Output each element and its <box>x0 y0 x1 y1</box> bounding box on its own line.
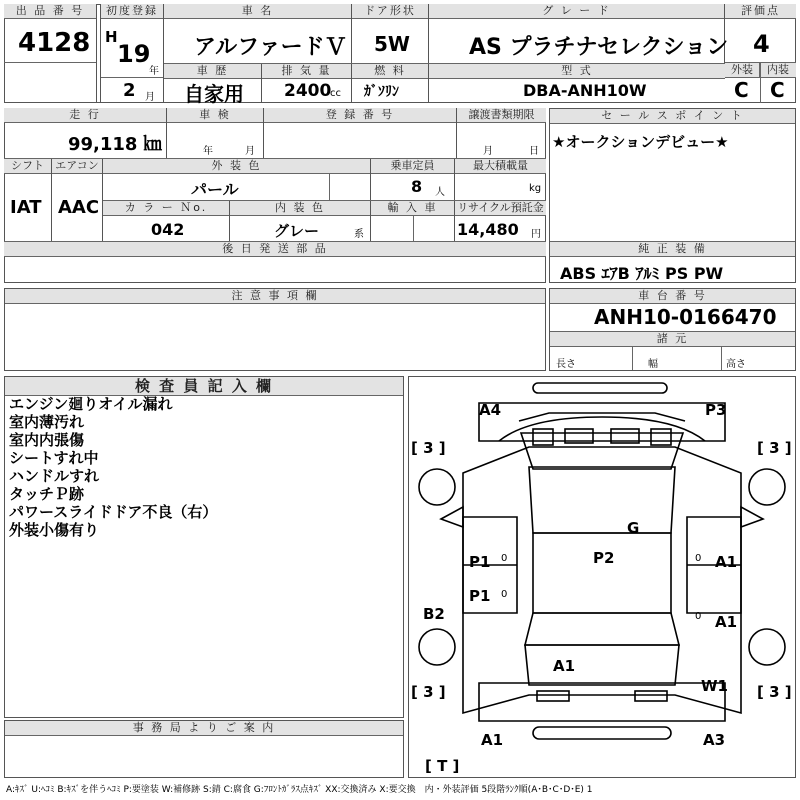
sales-point-header: セ ー ル ス ポ イ ン ト <box>550 109 795 124</box>
rear-window-shape <box>525 613 679 645</box>
rear-bumper-shape <box>533 727 671 739</box>
color-no-cell <box>103 201 230 241</box>
chassis-value: ANH10-0166470 <box>594 305 777 329</box>
tailgate-shape <box>525 645 679 685</box>
aircon-value: AAC <box>58 197 100 218</box>
caution-box <box>4 288 546 371</box>
int-color-value: グレー <box>274 222 320 240</box>
wheel-front-right-shape <box>749 469 785 505</box>
tire-front-right: [ 3 ] <box>757 439 792 457</box>
color-no-header: カ ラ ー Ｎo. <box>103 201 229 216</box>
mark-a4: A4 <box>479 401 502 419</box>
exterior-header: 外装 <box>725 63 760 78</box>
length-label: 長さ <box>556 359 576 370</box>
recycle-cell <box>455 201 546 241</box>
genuine-header: 純 正 装 備 <box>550 242 795 257</box>
office-box <box>4 720 404 778</box>
width-label: 幅 <box>648 359 658 370</box>
car-name-cell <box>164 4 352 64</box>
year-unit: 年 <box>149 66 159 77</box>
mark-p1-lower: P1 <box>469 587 491 605</box>
mark-a1-bottom-left: A1 <box>481 731 504 749</box>
mark-zero-2: 0 <box>501 589 508 600</box>
inspector-note: パワースライドドア不良（右） <box>9 503 218 521</box>
car-diagram-box <box>408 376 796 778</box>
mark-g: G <box>627 519 640 537</box>
car-diagram <box>409 377 795 777</box>
import-cell <box>371 201 455 241</box>
inspection-cell <box>167 108 264 158</box>
history-cell <box>164 64 262 106</box>
mileage-cell <box>4 108 167 158</box>
mark-p2: P2 <box>593 549 615 567</box>
capacity-header: 乗車定員 <box>371 159 454 174</box>
capacity-unit: 人 <box>435 187 445 198</box>
displacement-cell <box>262 64 352 103</box>
inspector-note: 室内薄汚れ <box>9 413 85 431</box>
tire-front-left: [ 3 ] <box>411 439 446 457</box>
month-unit: 月 <box>145 92 155 103</box>
recycle-unit: 円 <box>531 229 541 240</box>
roof-shape <box>533 533 671 613</box>
mark-w1: W1 <box>701 677 728 695</box>
year-value: 19 <box>117 40 151 68</box>
inspector-note: エンジン廻りオイル漏れ <box>9 395 173 413</box>
inspector-box <box>4 376 404 718</box>
inspector-note: ハンドルすれ <box>9 467 100 485</box>
lot-no-cell <box>4 4 97 103</box>
int-color-header: 内 装 色 <box>230 201 370 216</box>
int-color-suffix: 系 <box>354 229 364 240</box>
shift-header: シフト <box>4 159 51 174</box>
ext-color-value: パール <box>191 180 239 199</box>
score-cell <box>725 4 796 103</box>
model-cell <box>429 64 725 103</box>
inspection-year: 年 <box>203 146 213 157</box>
fuel-value: ｶﾞｿﾘﾝ <box>364 84 399 100</box>
history-header: 車 歴 <box>164 64 261 79</box>
first-reg-cell <box>100 4 164 103</box>
grade-value: AS プラチナセレクション <box>469 35 729 60</box>
displacement-value: 2400 <box>284 81 332 101</box>
aircon-cell <box>52 159 103 241</box>
mark-a1-right-lower: A1 <box>715 613 738 631</box>
max-load-header: 最大積載量 <box>455 159 546 174</box>
wheel-rear-right-shape <box>749 629 785 665</box>
wheel-front-left-shape <box>419 469 455 505</box>
reg-no-header: 登 録 番 号 <box>264 108 456 123</box>
sales-point-box <box>549 108 796 283</box>
grade-header: グ レ ー ド <box>429 4 724 19</box>
later-parts-header: 後 日 発 送 部 品 <box>4 242 546 257</box>
mark-b2: B2 <box>423 605 445 623</box>
roof-front-shape <box>529 467 675 533</box>
exterior-grade: C <box>734 78 749 102</box>
transfer-day: 日 <box>529 146 539 157</box>
lot-no-value: 4128 <box>18 28 91 58</box>
shift-value: IAT <box>10 197 42 218</box>
car-name-value: アルファードＶ <box>194 35 347 60</box>
transfer-month: 月 <box>483 146 493 157</box>
int-color-cell <box>230 201 371 241</box>
capacity-cell <box>371 159 455 200</box>
cc-unit: cc <box>330 88 341 99</box>
interior-header: 内装 <box>760 63 796 78</box>
height-label: 高さ <box>726 359 746 370</box>
mark-zero-3: 0 <box>695 553 702 564</box>
spare-tire: [ T ] <box>425 757 460 775</box>
sales-point-value: ★オークションデビュー★ <box>552 133 729 151</box>
grade-cell <box>429 4 729 64</box>
wheel-rear-left-shape <box>419 629 455 665</box>
inspection-header: 車 検 <box>167 108 263 123</box>
mileage-header: 走 行 <box>4 108 166 123</box>
front-bumper-shape <box>533 383 667 393</box>
history-value: 自家用 <box>184 82 244 106</box>
door-header: ドア形状 <box>352 4 428 19</box>
tire-rear-right: [ 3 ] <box>757 683 792 701</box>
import-header: 輸 入 車 <box>371 201 454 216</box>
inspector-note: シートすれ中 <box>9 449 99 467</box>
genuine-value: ABS ｴｱB ｱﾙﾐ PS PW <box>560 264 724 283</box>
door-value: 5W <box>374 32 410 56</box>
mark-a1-right-upper: A1 <box>715 553 738 571</box>
lot-no-header: 出 品 番 号 <box>4 4 96 19</box>
office-header: 事 務 局 よ り ご 案 内 <box>5 721 403 736</box>
mark-zero-1: 0 <box>501 553 508 564</box>
aircon-header: エアコン <box>52 159 102 174</box>
mark-a3: A3 <box>703 731 726 749</box>
displacement-header: 排 気 量 <box>262 64 351 79</box>
inspector-notes <box>9 395 217 539</box>
caution-header: 注 意 事 項 欄 <box>5 289 545 304</box>
mark-zero-4: 0 <box>695 611 702 622</box>
inspection-month: 月 <box>245 146 255 157</box>
mark-a1-center: A1 <box>553 657 576 675</box>
fuel-cell <box>352 64 429 103</box>
transfer-deadline-cell <box>457 108 546 158</box>
inspector-note: タッチＰ跡 <box>9 485 85 503</box>
mark-p1-upper: P1 <box>469 553 491 571</box>
score-header: 評価点 <box>725 4 796 19</box>
month-value: 2 <box>123 80 136 101</box>
model-value: DBA-ANH10W <box>523 81 647 100</box>
rear-panel-shape <box>479 683 725 721</box>
door-cell <box>352 4 429 64</box>
chassis-header: 車 台 番 号 <box>550 289 795 304</box>
transfer-deadline-header: 譲渡書類期限 <box>457 108 546 123</box>
car-name-header: 車 名 <box>164 4 351 19</box>
inspector-header: 検 査 員 記 入 欄 <box>5 377 403 396</box>
inspector-note: 外装小傷有り <box>9 521 100 539</box>
interior-grade: C <box>770 78 785 102</box>
legend-text: A:ｷｽﾞ U:ﾍｺﾐ B:ｷｽﾞを伴うﾍｺﾐ P:要塗装 W:補修跡 S:錆 C:腐食 G:ﾌﾛﾝﾄｶﾞﾗｽ点ｷｽﾞ XX:交換済み X:要交換 内・外装評価 5段階ﾗﾝｸ順(A･B･C･D･E) 1 <box>6 785 593 795</box>
color-no-value: 042 <box>151 220 185 239</box>
reg-no-cell <box>264 108 457 158</box>
body-outline-shape <box>463 447 741 713</box>
specs-header: 諸 元 <box>550 331 795 347</box>
mark-p3: P3 <box>705 401 727 419</box>
model-header: 型 式 <box>429 64 725 79</box>
windshield-shape <box>521 433 683 469</box>
tire-rear-left: [ 3 ] <box>411 683 446 701</box>
recycle-header: リサイクル預託金 <box>455 201 546 216</box>
era-value: H <box>105 28 118 46</box>
score-value: 4 <box>753 30 770 58</box>
mileage-value: 99,118 ㎞ <box>68 134 162 155</box>
recycle-value: 14,480 <box>457 220 519 239</box>
first-reg-header: 初度登録 <box>101 4 163 19</box>
inspector-note: 室内内張傷 <box>9 431 85 449</box>
front-panel-shape <box>479 403 725 441</box>
capacity-value: 8 <box>411 177 423 196</box>
max-load-unit: kg <box>529 183 542 194</box>
ext-color-cell <box>103 159 371 200</box>
shift-cell <box>4 159 52 241</box>
max-load-cell <box>455 159 546 200</box>
later-parts-cell <box>4 242 546 283</box>
fuel-header: 燃 料 <box>352 64 428 79</box>
chassis-box <box>549 288 796 371</box>
ext-color-header: 外 装 色 <box>103 159 370 174</box>
